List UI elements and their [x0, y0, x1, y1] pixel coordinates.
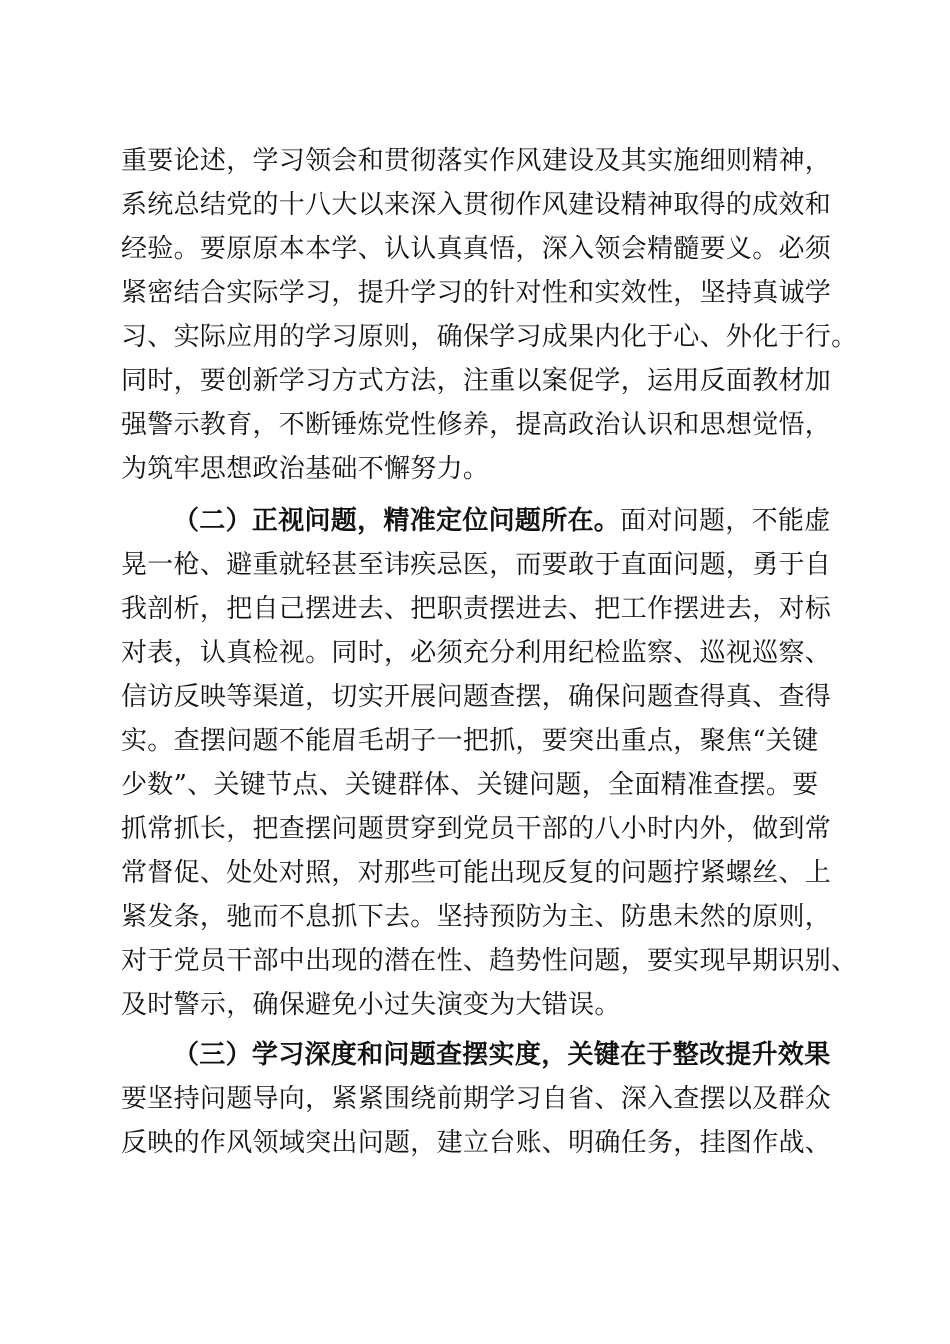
paragraph-1-line-8: 为筑牢思想政治基础不懈努力。 — [121, 454, 490, 484]
paragraph-3-line-3: 反映的作风领域突出问题，建立台账、明确任务，挂图作战、 — [121, 1128, 832, 1158]
paragraph-2-line-10: 紧发条，驰而不息抓下去。坚持预防为主、防患未然的原则， — [121, 902, 832, 932]
paragraph-2-line-3: 我剖析，把自己摆进去、把职责摆进去、把工作摆进去，对标 — [121, 594, 832, 624]
paragraph-2-line-9: 常督促、处处对照，对那些可能出现反复的问题拧紧螺丝、上 — [121, 858, 832, 888]
paragraph-1-line-3: 经验。要原原本本学、认认真真悟，深入领会精髓要义。必须 — [121, 234, 832, 264]
section-heading-3: （三）学习深度和问题查摆实度，关键在于整改提升效果 — [173, 1040, 831, 1070]
paragraph-1-line-4: 紧密结合实际学习，提升学习的针对性和实效性，坚持真诚学 — [121, 278, 832, 308]
paragraph-2-first-line-rest: 面对问题，不能虚 — [620, 506, 831, 536]
paragraph-2-line-6: 实。查摆问题不能眉毛胡子一把抓，要突出重点，聚焦“关键 — [121, 726, 819, 756]
paragraph-2-line-5: 信访反映等渠道，切实开展问题查摆，确保问题查得真、查得 — [121, 682, 832, 712]
paragraph-1-line-5: 习、实际应用的学习原则，确保学习成果内化于心、外化于行。 — [121, 322, 858, 352]
paragraph-1-line-6: 同时，要创新学习方式方法，注重以案促学，运用反面教材加 — [121, 366, 832, 396]
paragraph-1-line-2: 系统总结党的十八大以来深入贯彻作风建设精神取得的成效和 — [121, 190, 832, 220]
paragraph-2-line-7: 少数”、关键节点、关键群体、关键问题，全面精准查摆。要 — [121, 770, 819, 800]
paragraph-2-line-12: 及时警示，确保避免小过失演变为大错误。 — [121, 990, 621, 1020]
paragraph-2-line-8: 抓常抓长，把查摆问题贯穿到党员干部的八小时内外，做到常 — [121, 814, 832, 844]
paragraph-3-line-2: 要坚持问题导向，紧紧围绕前期学习自省、深入查摆以及群众 — [121, 1084, 832, 1114]
section-heading-2: （二）正视问题，精准定位问题所在。 — [173, 506, 621, 536]
paragraph-2-line-2: 晃一枪、避重就轻甚至讳疾忌医，而要敢于直面问题，勇于自 — [121, 550, 832, 580]
paragraph-1-line-1: 重要论述，学习领会和贯彻落实作风建设及其实施细则精神， — [121, 146, 832, 176]
paragraph-2-first-line — [173, 506, 831, 536]
paragraph-2-line-4: 对表，认真检视。同时，必须充分利用纪检监察、巡视巡察、 — [121, 638, 832, 668]
paragraph-1-line-7: 强警示教育，不断锤炼党性修养，提高政治认识和思想觉悟， — [121, 410, 832, 440]
paragraph-2-line-11: 对于党员干部中出现的潜在性、趋势性问题，要实现早期识别、 — [121, 946, 858, 976]
